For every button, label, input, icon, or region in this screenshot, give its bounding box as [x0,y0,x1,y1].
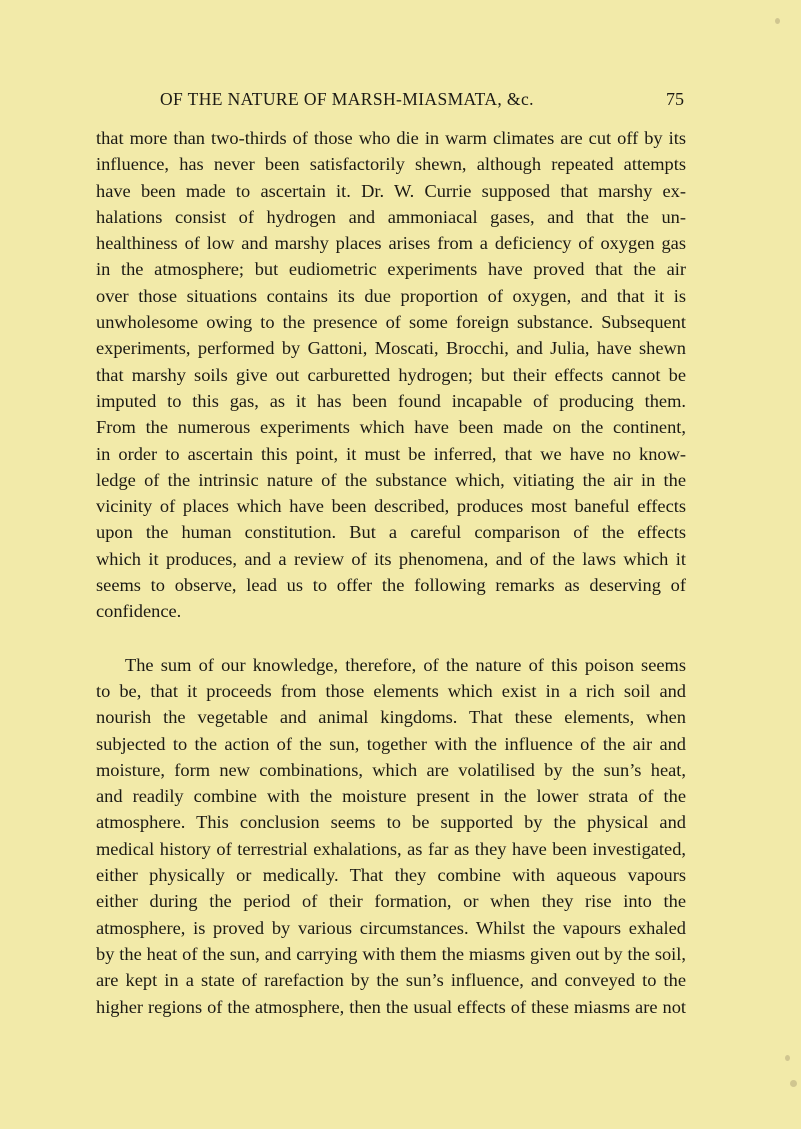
text-line: and readily combine with the moisture present in the lower strata of the [96,786,686,807]
text-line: unwholesome owing to the presence of some foreign substance. Subsequent [96,312,686,333]
paper-speck [775,18,780,24]
text-line: which it produces, and a review of its phenomena, and of the laws which it [96,548,686,569]
text-line: From the numerous experiments which have been made on the continent, [96,417,686,438]
text-line: higher regions of the atmosphere, then the usual effects of these miasms are not [96,996,686,1017]
text-line: are kept in a state of rarefaction by the sun’s influence, and conveyed to the [96,970,686,991]
paper-speck [785,1055,790,1061]
text-line: in the atmosphere; but eudiometric experiments have proved that the air [96,259,686,280]
text-line: experiments, performed by Gattoni, Moscati, Brocchi, and Julia, have shewn [96,338,686,359]
text-line: atmosphere. This conclusion seems to be supported by the physical and [96,812,686,833]
running-header [96,89,684,113]
paragraph-gap [96,625,686,652]
text-line: influence, has never been satisfactorily shewn, although repeated attempts [96,154,686,175]
text-line: in order to ascertain this point, it must be inferred, that we have no know- [96,443,686,464]
text-line: healthiness of low and marshy places arises from a deficiency of oxygen gas [96,233,686,254]
text-line: halations consist of hydrogen and ammoniacal gases, and that the un- [96,206,686,227]
text-line: The sum of our knowledge, therefore, of the nature of this poison seems [125,654,686,675]
text-line: seems to observe, lead us to offer the following remarks as deserving of [96,575,686,596]
text-line: to be, that it proceeds from those elements which exist in a rich soil and [96,680,686,701]
text-line: by the heat of the sun, and carrying with them the miasms given out by the soil, [96,943,686,964]
text-line: that marshy soils give out carburetted hydrogen; but their effects cannot be [96,364,686,385]
text-line: nourish the vegetable and animal kingdoms. That these elements, when [96,707,686,728]
paper-speck [790,1080,797,1087]
text-line: either physically or medically. That they combine with aqueous vapours [96,865,686,886]
text-line: medical history of terrestrial exhalations, as far as they have been investigated, [96,838,686,859]
text-line: atmosphere, is proved by various circumstances. Whilst the vapours exhaled [96,917,686,938]
text-line: either during the period of their formation, or when they rise into the [96,891,686,912]
body-text [96,125,686,1020]
page-number: 75 [666,89,684,109]
text-line: vicinity of places which have been described, produces most baneful effects [96,496,686,517]
text-line: upon the human constitution. But a careful comparison of the effects [96,522,686,543]
text-line: confidence. [96,601,182,622]
text-line: ledge of the intrinsic nature of the substance which, vitiating the air in the [96,469,686,490]
text-line: have been made to ascertain it. Dr. W. Currie supposed that marshy ex- [96,180,686,201]
text-line: over those situations contains its due proportion of oxygen, and that it is [96,285,686,306]
paragraph-1 [96,125,686,625]
text-line: that more than two-thirds of those who die in warm climates are cut off by its [96,128,686,148]
paragraph-2 [96,652,686,1020]
running-title: OF THE NATURE OF MARSH-MIASMATA, &c. [160,89,534,109]
text-line: moisture, form new combinations, which are volatilised by the sun’s heat, [96,759,686,780]
text-line: imputed to this gas, as it has been found incapable of producing them. [96,390,686,411]
text-line: subjected to the action of the sun, together with the influence of the air and [96,733,686,754]
